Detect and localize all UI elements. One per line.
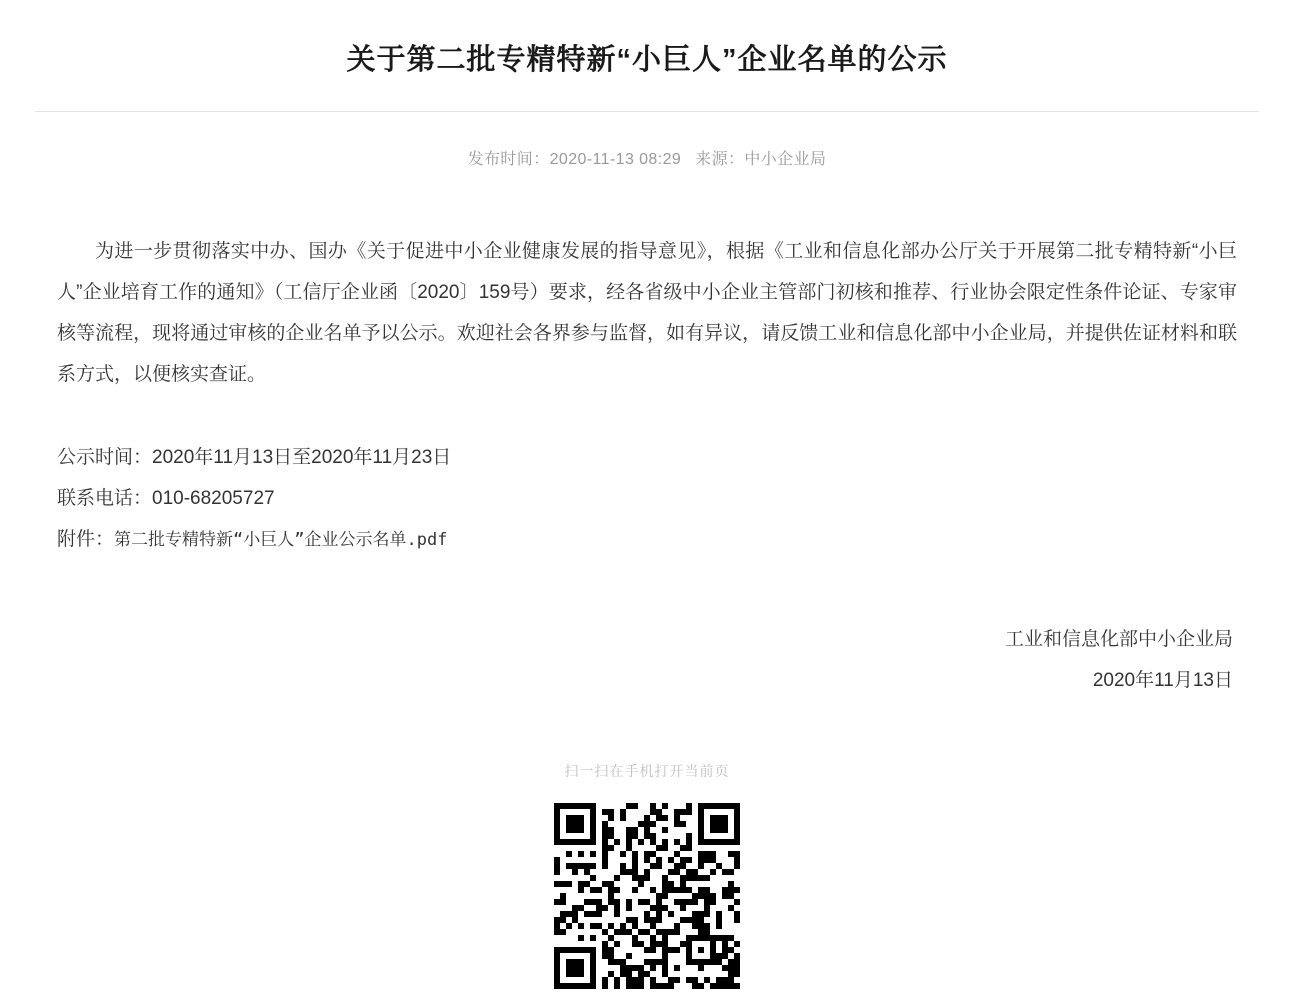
- publish-time-value: 2020-11-13 08:29: [549, 150, 682, 168]
- signature-date: 2020年11月13日: [1092, 669, 1233, 691]
- qr-code: [554, 803, 740, 989]
- publish-time-label: 发布时间：: [467, 150, 550, 168]
- attachment-label: 附件：: [57, 528, 115, 550]
- attachment-link[interactable]: 第二批专精特新“小巨人”企业公示名单.pdf: [114, 529, 448, 550]
- qr-section: [35, 701, 1259, 994]
- source-label: 来源：: [695, 150, 745, 168]
- body-paragraph: 为进一步贯彻落实中办、国办《关于促进中小企业健康发展的指导意见》，根据《工业和信息化部办公厅关于开展第二批专精特新“小巨人”企业培育工作的通知》（工信厅企业函〔2020〕159号）要求，经各省级中小企业主管部门初核和推荐、行业协会限定性条件论证、专家审核等流程，现将通过审核的企业名单予以公示。欢迎社会各界参与监督，如有异议，请反馈工业和信息化部中小企业局，并提供佐证材料和联系方式，以便核实查证。: [57, 240, 1237, 385]
- attachment-line: [57, 519, 1237, 561]
- contact-phone-line: [57, 478, 1237, 519]
- signature-organization: 工业和信息化部中小企业局: [1004, 628, 1233, 650]
- qr-code-image: [554, 803, 740, 989]
- notice-info-block: [57, 437, 1237, 561]
- contact-phone-value: 010-68205727: [152, 487, 275, 509]
- qr-tip-text: 扫一扫在手机打开当前页: [564, 762, 730, 779]
- article-meta: [35, 112, 1259, 169]
- notice-period-value: 2020年11月13日至2020年11月23日: [152, 446, 452, 468]
- source-value: 中小企业局: [744, 150, 827, 168]
- body-spacer: [57, 395, 1237, 437]
- signature-block: [35, 561, 1259, 701]
- article-body: [35, 169, 1259, 561]
- notice-period-label: 公示时间：: [57, 446, 153, 468]
- page-title: 关于第二批专精特新“小巨人”企业名单的公示: [346, 44, 948, 76]
- notice-period-line: [57, 437, 1237, 478]
- contact-phone-label: 联系电话：: [57, 487, 153, 509]
